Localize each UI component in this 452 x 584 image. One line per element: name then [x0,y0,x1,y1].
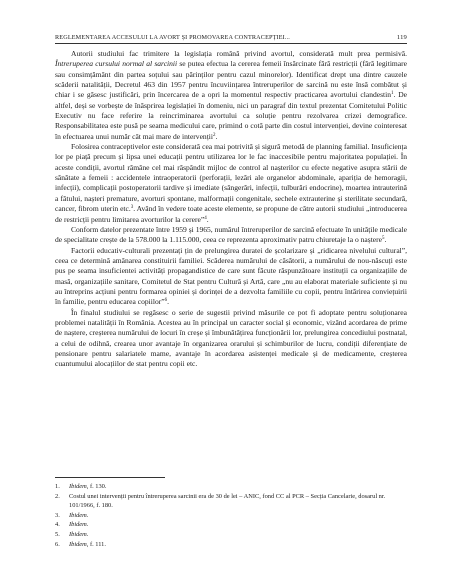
footnote-ref: 1 [391,91,394,97]
footnote-ref: 5 [382,236,385,242]
italic-text: Întreruperea cursului normal al sarcinii [55,59,178,69]
text-run: . [86,511,89,519]
footnote [55,492,407,511]
text-run: se putea efectua la cererea femeii însărcinate fără restricții (fără legitimare sau consimțământ din partea soțului sau părinților pentru cazul minorelor). Identificat drept una dintre cauzele scăderii natalității, Decretul 463 din 1957 pentru încuviințarea întreruperilor de sarcină nu este însă combătut și chiar i se găsesc justificări, prin încercarea de a opri la momentul respectiv practicarea avortului clandestin [55,59,407,100]
text-run: , f. 130. [86,483,107,490]
page-number: 119 [396,34,407,41]
running-title: REGLEMENTAREA ACCESULUI LA AVORT ȘI PROMOVAREA CONTRACEPȚIEI... [55,34,290,41]
footnote [55,540,407,550]
text-run: . De altfel, deși se vorbește de înăsprirea legislației în domeniu, nici un paragraf din textul prezentat Comitetului Politic Executiv nu face referire la reincriminarea avortului ca soluție pentru rezolvarea crizei demografice. Responsabilitatea este pusă pe seama medicului care, primind o cotă parte din costul intervenției, devine cointeresat în efectuarea unui număr cât mai mare de intervenții [55,90,408,141]
text-run: . [206,214,209,224]
footnote-number: 4. [55,521,60,529]
footnotes [55,482,407,549]
text-run: Autorii studiului fac trimitere la legislația română privind avortul, considerată mult prea permisivă. [71,49,407,58]
text-run: În finalul studiului se regăsesc o serie de sugestii privind măsurile ce pot fi adoptate pentru soluționarea problemei natalității în România. Acestea au în principal un caracter social și economic, vizând acordarea de prime de naștere, creșterea numărului de locuri în creșe și îmbunătățirea funcționării lor, prelungirea concediului postnatal, a celui de odihnă, crearea unor avantaje în organizarea orarului și schimburilor de lucru, condiții diferențiate de pensionare pentru salariatele mame, avantaje în acordarea asistenței medicale și de medicamente, creșterea cuantumului alocațiilor de stat pentru copii etc. [55,307,407,369]
footnote-number: 2. [55,492,60,500]
footnote-text [69,520,407,530]
footnote-text [69,530,407,540]
footnote-ref: 2 [213,132,216,138]
footnote [55,511,407,521]
paragraph [55,246,407,308]
text-run: . [86,530,89,538]
italic-text: Ibidem [69,530,87,538]
footnote-text [69,511,407,521]
footnote [55,482,407,492]
footnote-ref: 4 [204,215,207,221]
text-run: Factorii educativ-culturali prezentați țin de prelungirea duratei de școlarizare și „ridicarea nivelului cultural”, ceea ce determină amânarea constituirii familiei. Scăderea numărului de căsătorii, a numărului de nou-născuți este pus pe seama insuficientei activități propagandistice de care sunt făcute răspunzătoare instituții ca organizațiile de masă, organizațiile sanitare, Comitetul de Stat pentru Cultură și Artă, care „nu au elaborat materiale suficiente și nu au întreprins acțiuni pentru formarea opiniei și dorinței de a dezvolta familiile cu copii, pentru întărirea conviețuirii în familie, pentru educarea copiilor” [55,245,407,307]
text-run: , f. 111. [86,540,106,548]
italic-text: Ibidem [69,540,87,548]
paragraph [55,225,407,246]
footnote-number: 6. [55,540,60,548]
text-run: . [215,131,218,141]
text-run: Folosirea contraceptivelor este considerată cea mai potrivită și sigură metodă de planning familial. Insuficiența lor pe piață precum și lipsa unei educații pentru utilizarea lor le fac inaccesibile pentru majoritatea populației. În aceste condiții, avortul rămâne cel mai răspândit mijloc de control al nașterilor cu efecte negative asupra stării de sănătate a femeii : accidentele intraoperatorii (perforații, lezări ale organelor abdominale, apariția de hemoragii, infecții), complicații postoperatorii tardive și imediate (sângerări, infecții, tulburări endocrine), moartea intrauterină a fătului, nașteri premature, avorturi spontane, malformații congenitale, sechele extrauterine și sterilitate secundară, cancer, fibrom uterin etc. [55,142,407,214]
footnote-text [69,482,407,492]
footnote [55,530,407,540]
footnote-ref: 6 [164,298,168,304]
paragraph [55,49,407,142]
italic-text: Ibidem [69,483,87,490]
text-run: . Având în vedere toate aceste elemente, se propune de către autorii studiului „introducerea de restricții pentru limitarea avorturilor la cerere” [55,204,408,224]
text-run: Costul unei intervenții pentru întreruperea sarcinii era de 30 de lei – ANIC, fond CC al PCR – Secția Cancelarie, dosarul nr. 101/1966, f. 180. [69,492,386,510]
text-run: . [86,521,89,529]
text-run: Conform datelor prezentate între 1959 și 1965, numărul întreruperilor de sarcină efectuate în unitățile medicale de specialitate crește de la 578.000 la 1.115.000, ceea ce reprezenta aproximativ patru chiuretaje la o naștere [55,224,407,245]
footnote-number: 3. [55,511,60,519]
text-run: . [384,235,387,245]
footnote-ref: 3 [130,205,134,211]
footnote-text [69,540,407,550]
main-text [55,49,407,370]
italic-text: Ibidem [69,511,87,519]
italic-text: Ibidem [69,521,87,529]
running-header [55,34,407,44]
footnote-divider [55,477,165,478]
text-run: . [167,297,169,307]
footnote-number: 5. [55,530,60,538]
footnote-number: 1. [55,483,60,490]
footnote [55,520,407,530]
footnote-text [69,492,407,511]
paragraph [55,308,407,370]
paragraph [55,142,407,225]
